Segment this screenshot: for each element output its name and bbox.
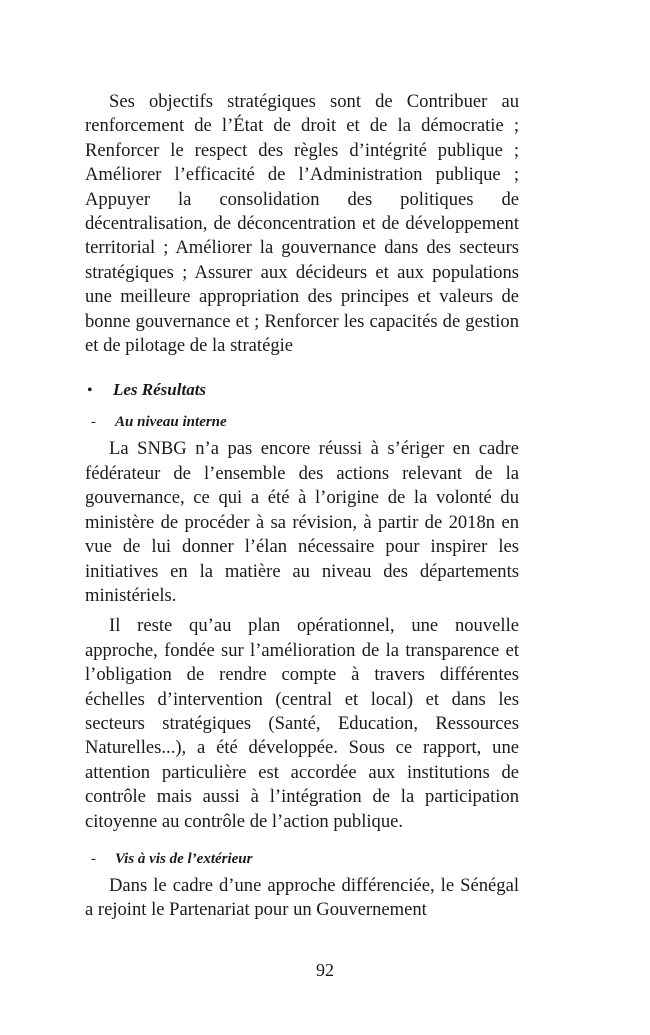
bullet-symbol: • (87, 382, 93, 400)
subheading-internal-text: Au niveau interne (115, 414, 227, 431)
subheading-internal (85, 411, 519, 433)
subheading-external (85, 848, 519, 870)
paragraph-operational: Il reste qu’au plan opérationnel, une nouvelle approche, fondée sur l’amélioration de la transparence et l’obligation de rendre compte à travers différentes échelles d’intervention (central et local) et dans les secteurs stratégiques (Santé, Education, Ressources Naturelles...), a été développée. Sous ce rapport, une attention particulière est accordée aux institutions de contrôle mais aussi à l’intégration de la participation citoyenne au contrôle de l’action publique. (85, 615, 519, 832)
dash-symbol: - (91, 414, 96, 431)
section-heading-results (85, 378, 519, 403)
subheading-external-text: Vis à vis de l’extérieur (115, 850, 253, 867)
paragraph-snbg: La SNBG n’a pas encore réussi à s’ériger en cadre fédérateur de l’ensemble des actions relevant de la gouvernance, ce qui a été à l’origine de la volonté du ministère de procéder à sa révision, à partir de 2018n en vue de lui donner l’élan nécessaire pour inspirer les initiatives en la matière au niveau des départements ministériels. (85, 438, 519, 606)
dash-symbol: - (91, 850, 96, 867)
paragraph-objectives: Ses objectifs stratégiques sont de Contribuer au renforcement de l’État de droit et de la démocratie ; Renforcer le respect des règles d’intégrité publique ; Améliorer l’efficacité de l’Administration publique ; Appuyer la consolidation des politiques de décentralisation, de déconcentration et de développement territorial ; Améliorer la gouvernance dans des secteurs stratégiques ; Assurer aux décideurs et aux populations une meilleure appropriation des principes et valeurs de bonne gouvernance et ; Renforcer les capacités de gestion et de pilotage de la stratégie (85, 91, 519, 357)
page-number: 92 (316, 960, 334, 980)
section-heading-text: Les Résultats (113, 380, 207, 400)
paragraph-senegal: Dans le cadre d’une approche différenciée, le Sénégal a rejoint le Partenariat pour un Gouvernement (85, 874, 519, 921)
page-body (85, 90, 519, 923)
